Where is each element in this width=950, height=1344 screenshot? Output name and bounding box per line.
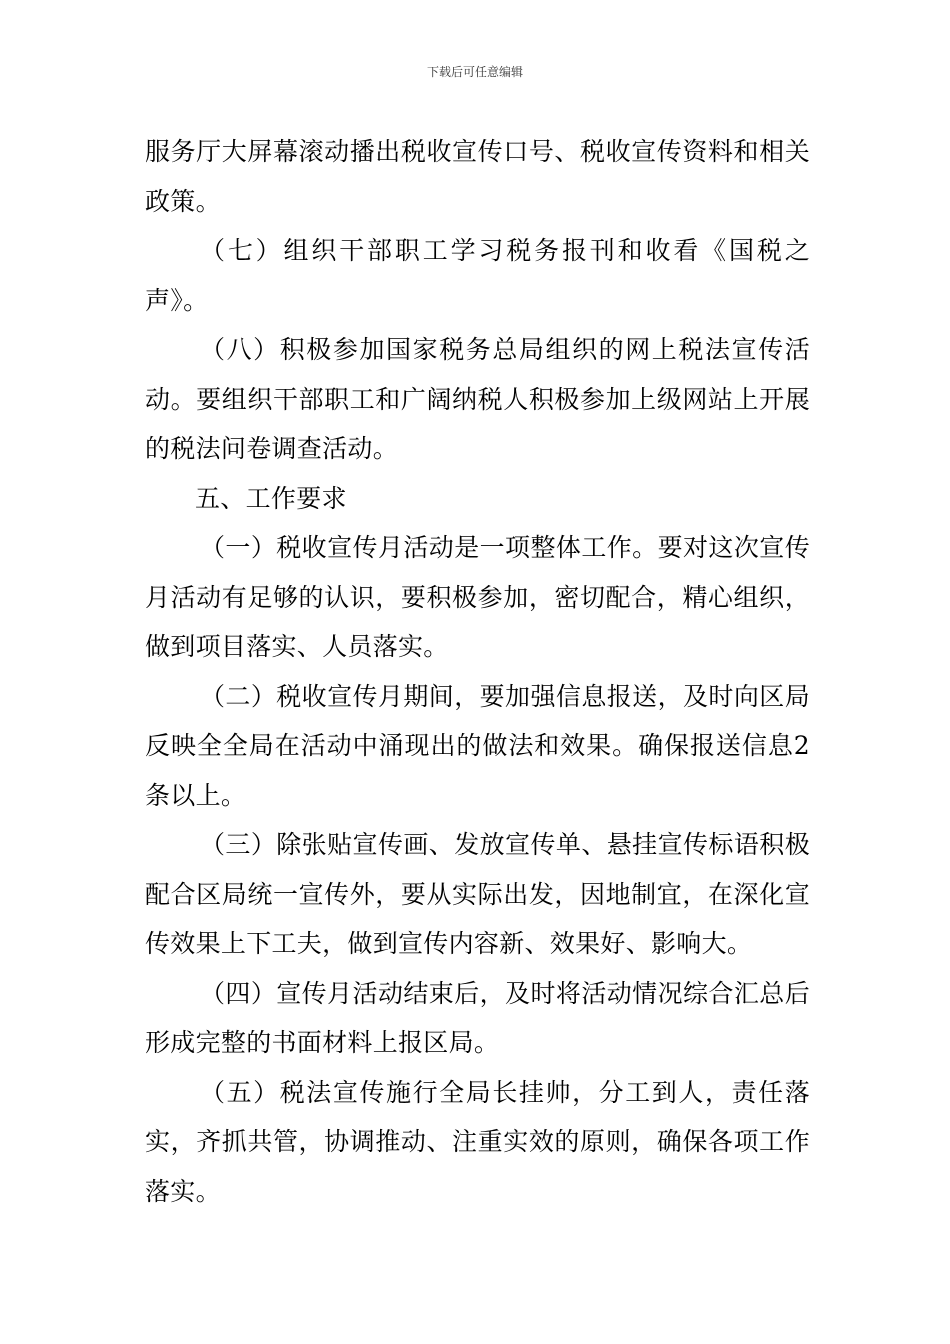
paragraph-1: 服务厅大屏幕滚动播出税收宣传口号、税收宣传资料和相关政策。 xyxy=(145,137,810,216)
document-body xyxy=(145,127,810,1216)
paragraph-2: （七）组织干部职工学习税务报刊和收看《国税之声》。 xyxy=(145,236,810,315)
page-header: 下载后可任意编辑 xyxy=(426,65,523,79)
paragraph-5: （一）税收宣传月活动是一项整体工作。要对这次宣传月活动有足够的认识，要积极参加，密切配合，精心组织，做到项目落实、人员落实。 xyxy=(145,533,810,661)
paragraph-9: （五）税法宣传施行全局长挂帅，分工到人，责任落实，齐抓共管，协调推动、注重实效的原则，确保各项工作落实。 xyxy=(145,1077,810,1206)
paragraph-8: （四）宣传月活动结束后，及时将活动情况综合汇总后形成完整的书面材料上报区局。 xyxy=(145,978,810,1057)
paragraph-7: （三）除张贴宣传画、发放宣传单、悬挂宣传标语积极配合区局统一宣传外，要从实际出发，因地制宜，在深化宣传效果上下工夫，做到宣传内容新、效果好、影响大。 xyxy=(145,830,810,958)
paragraph-6: （二）税收宣传月期间，要加强信息报送，及时向区局反映全全局在活动中涌现出的做法和效果。确保报送信息2条以上。 xyxy=(145,681,810,810)
paragraph-3: （八）积极参加国家税务总局组织的网上税法宣传活动。要组织干部职工和广阔纳税人积极参加上级网站上开展的税法问卷调查活动。 xyxy=(145,335,810,463)
section-heading: 五、工作要求 xyxy=(195,483,347,513)
